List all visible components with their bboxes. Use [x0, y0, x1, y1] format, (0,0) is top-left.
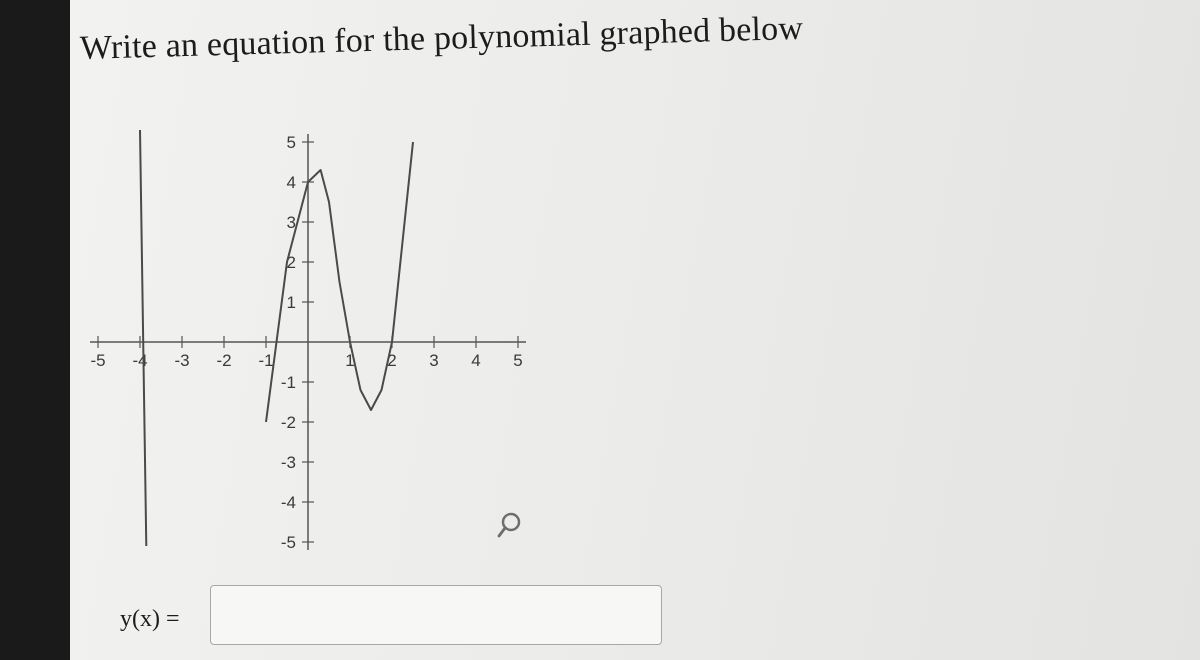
x-tick-label: -4 — [132, 351, 148, 370]
x-tick-label: 1 — [345, 351, 355, 370]
graph-curve — [140, 130, 413, 546]
x-tick-labels — [90, 351, 522, 370]
x-tick-label: 5 — [513, 351, 523, 370]
y-tick-label: -5 — [280, 533, 296, 552]
y-tick-label: -3 — [280, 453, 296, 472]
x-tick-label: -1 — [258, 351, 274, 370]
search-icon[interactable] — [496, 508, 526, 542]
y-tick-label: 1 — [286, 293, 296, 312]
x-tick-label: -2 — [216, 351, 232, 370]
y-tick-label: -2 — [280, 413, 296, 432]
answer-label: y(x) = — [120, 606, 180, 632]
x-tick-label: -5 — [90, 351, 106, 370]
y-tick-label: 3 — [286, 213, 296, 232]
answer-input[interactable] — [210, 585, 662, 645]
y-tick-label: 2 — [286, 253, 296, 272]
x-tick-label: 3 — [429, 351, 439, 370]
y-tick-label: -4 — [280, 493, 296, 512]
x-tick-label: 2 — [387, 351, 397, 370]
x-tick-label: 4 — [471, 351, 481, 370]
y-tick-label: -1 — [280, 373, 296, 392]
x-tick-label: -3 — [174, 351, 190, 370]
y-tick-label: 5 — [286, 133, 296, 152]
question-title: Write an equation for the polynomial graphed below — [79, 9, 804, 67]
graph-axes — [90, 134, 526, 550]
curve-left-branch — [140, 130, 146, 546]
y-tick-label: 4 — [286, 173, 296, 192]
